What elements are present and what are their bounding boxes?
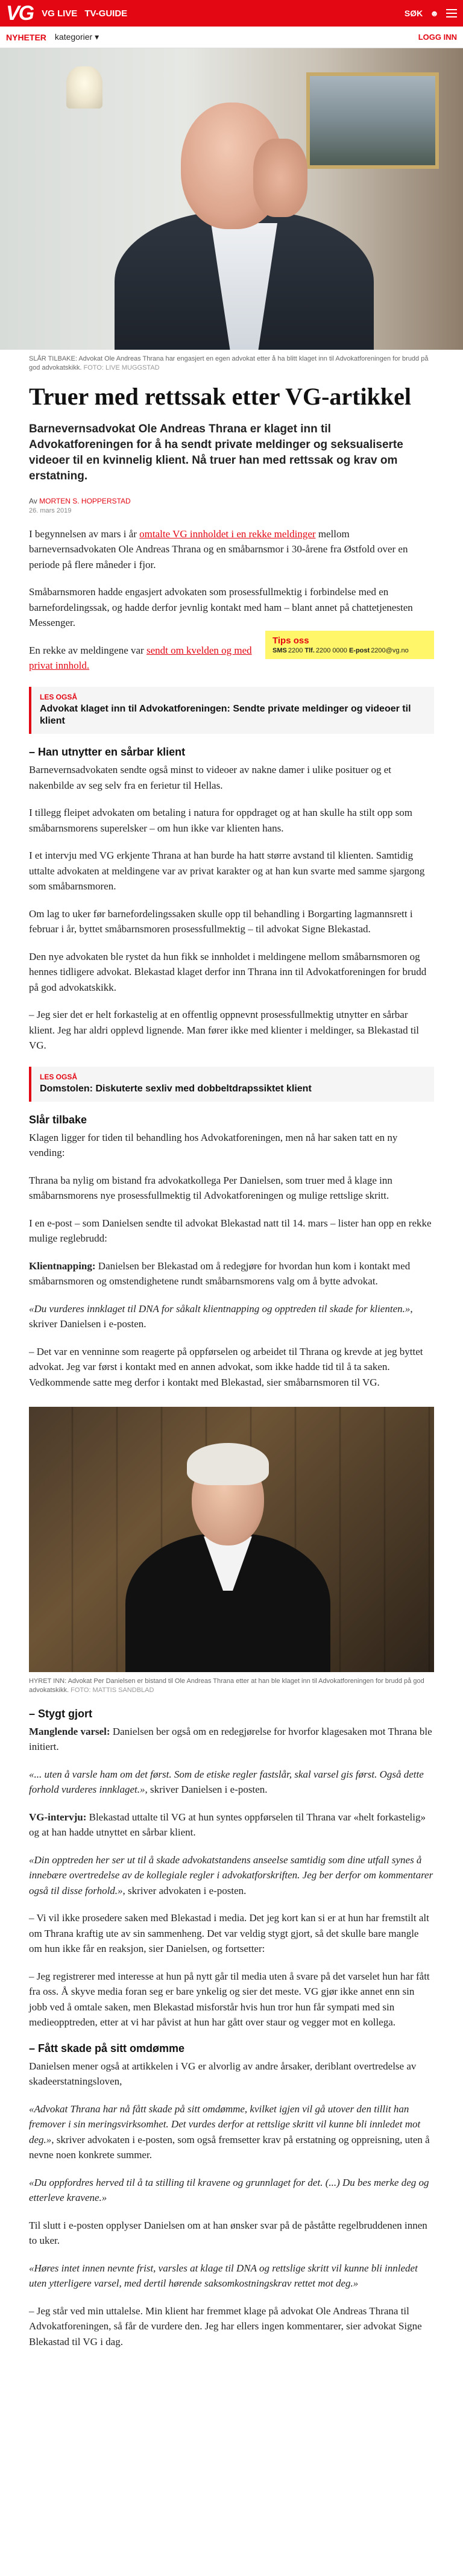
paragraph: Danielsen mener også at artikkelen i VG er alvorlig av andre årsaker, deriblant overtredelse av skadeerstatningsloven,: [29, 2060, 417, 2088]
text: Danielsen ber også om en redegjørelse for hvorfor klagesaken mot Thrana ble initiert.: [29, 1725, 432, 1753]
tips-box: [265, 631, 434, 659]
paragraph: – Jeg registrerer med interesse at hun på nytt går til media uten å svare på det varselet hun har fått fra oss. Å skyve media foran seg er bare ynkelig og sier det meste. VG gjør ikke annet enn sin jobb ved å omtale saken, men Blekastad misforstår hvis hun tror hun får sympati med sin medieopptreden, etter at vi har påvist at hun har gått over staur og vegger mot en kollega.: [29, 1970, 430, 2028]
lamp-shape: [66, 66, 102, 109]
quote: «Advokat Thrana har nå fått skade på sitt omdømme, kvilket igjen vil gå utover den tillit han fremover i sin meringsvirksomhet. Det vurdes derfor at rettslige skritt vil kunne bli innledet mot deg.»: [29, 2103, 421, 2145]
categories-label: kategorier: [54, 32, 93, 42]
sub-navigation: [0, 27, 463, 48]
inline-link[interactable]: omtalte VG innholdet i en rekke meldinger: [139, 528, 316, 540]
section-link-nyheter[interactable]: NYHETER: [6, 32, 46, 42]
tips-contacts: [272, 647, 427, 654]
text: Danielsen ber Blekastad om å redegjøre for hvordan hun kom i kontakt med småbarnsmoren og omstendighetene rundt småbarnsmorens valg om å bytte advokat.: [29, 1260, 411, 1287]
vg-logo[interactable]: VG: [6, 2, 34, 25]
paragraph: – Jeg står ved min uttalelse. Min klient har fremmet klage på advokat Ole Andreas Thrana til Advokatforeningen, så får de vurdere den. Jeg har ellers ingen kommentarer, sier advokat Signe Blekastad til VG i dag.: [29, 2305, 422, 2347]
tips-title: Tips oss: [272, 635, 309, 646]
author-link[interactable]: MORTEN S. HOPPERSTAD: [39, 496, 131, 505]
painting-shape: [306, 72, 439, 169]
hand-shape: [253, 139, 307, 217]
section-heading: – Han utnytter en sårbar klient: [29, 746, 186, 759]
quote-paragraph: «Du oppfordres herved til å ta stilling til kravene og grunnlaget for det. (...) Du bes merke deg og etterleve kravene.»: [29, 2176, 429, 2204]
text: En rekke av meldingene var: [29, 644, 146, 656]
article-lead: Barnevernsadvokat Ole Andreas Thrana er klaget inn til Advokatforeningen for å ha sendt private meldinger og seksualiserte videoer til en kvinnelig klient. Nå truer han med rettssak og krav om erstatning.: [29, 422, 403, 483]
article: [0, 383, 463, 2374]
paragraph: Den nye advokaten ble rystet da hun fikk se innholdet i meldingene mellom småbarnsmoren og hennes tidligere advokat. Blekastad klaget derfor inn Thrana inn til Advokatforeningen for brudd på god advokatskikk.: [29, 950, 427, 993]
section-heading: – Fått skade på sitt omdømme: [29, 2042, 185, 2054]
read-also-box[interactable]: [29, 687, 434, 734]
email-address[interactable]: 2200@vg.no: [371, 646, 409, 654]
paragraph: [29, 2101, 434, 2163]
read-also-kicker: LES OGSÅ: [40, 692, 78, 701]
paragraph: – Jeg sier det er helt forkastelig at en offentlig oppnevnt prosessfullmektig utnytter en sårbar klient. Jeg har aldri opplevd lignende. Man fører ikke med klienter i meldinger, sa Blekastad til VG.: [29, 1009, 420, 1052]
paragraph: Småbarnsmoren hadde engasjert advokaten som prosessfullmektig i forbindelse med en barnefordelingssak, og hadde derfor jevnlig kontakt med ham – blant annet på chattetjenesten Messenger.: [29, 586, 413, 629]
quote: «Du vurderes innklaget til DNA for såkalt klientnapping og opptreden til skade for klienten.»: [29, 1302, 411, 1315]
byline-prefix: Av: [29, 496, 37, 505]
text: , skriver advokaten i e-posten, som også fremsetter krav på erstatning og oppreisning, uten å nevne noen konkrete summer.: [29, 2133, 430, 2161]
phone-label: Tlf.: [304, 646, 315, 654]
text: , skriver Danielsen i e-posten.: [29, 1302, 413, 1330]
top-bar: [0, 0, 463, 27]
text: Blekastad uttalte til VG at hun syntes oppførselen til Thrana var «helt forkastelig» og at han hadde utnyttet en sårbar klient.: [29, 1811, 426, 1839]
paragraph: [29, 1258, 434, 1289]
paragraph: [29, 1852, 434, 1899]
paragraph: I et intervju med VG erkjente Thrana at han burde ha hatt større avstand til klienten. Samtidig uttalte advokaten at meldingene var av privat karakter og at han kun svarte med samme sjargong som småbarnsmoren.: [29, 850, 425, 892]
phone-number[interactable]: 2200 0000: [315, 646, 347, 654]
hero-photo-credit: FOTO: LIVE MUGGSTAD: [83, 364, 160, 372]
bold-lead-in: Manglende varsel:: [29, 1725, 110, 1737]
byline: [29, 497, 434, 514]
quote: «Din opptreden her ser ut til å skade advokatstandens anseelse samtidig som dine utfall synes å innebære overtredelse av de kollegiale regler i advokatforskriften. Jeg ber derfor om kommentarer også til disse forhold.»: [29, 1854, 433, 1896]
text: mellom barnevernsadvokaten Ole Andreas Thrana og en småbarnsmor i 30-årene fra Østfold over en periode på flere måneder i fjor.: [29, 528, 408, 570]
read-also-box[interactable]: [29, 1067, 434, 1102]
section-heading: – Stygt gjort: [29, 1707, 93, 1720]
login-button[interactable]: LOGG INN: [418, 33, 457, 42]
inline-link[interactable]: sendt om kvelden og med privat innhold.: [29, 644, 252, 672]
article-title: Truer med rettssak etter VG-artikkel: [29, 382, 411, 410]
paragraph: Til slutt i e-posten opplyser Danielsen om at han ønsker svar på de påståtte regelbruddenen innen to uker.: [29, 2219, 427, 2247]
photo-caption-text: HYRET INN: Advokat Per Danielsen er bistand til Ole Andreas Thrana etter at han ble klaget inn til Advokatforeningen for brudd på god advokatskikk.: [29, 1678, 424, 1694]
text: , skriver advokaten i e-posten.: [122, 1884, 247, 1896]
nav-link-vg-live[interactable]: VG LIVE: [42, 8, 78, 19]
hair-shape: [187, 1443, 269, 1485]
paragraph: Thrana ba nylig om bistand fra advokatkollega Per Danielsen, som truer med å klage inn småbarnsmorens nye prosessfullmektig til Advokatforeningen og mulige rettslige skritt.: [29, 1174, 392, 1202]
menu-icon[interactable]: [446, 9, 457, 17]
photo-caption: [29, 1677, 434, 1696]
bold-lead-in: Klientnapping:: [29, 1260, 96, 1272]
paragraph: [29, 1767, 434, 1798]
text: , skriver Danielsen i e-posten.: [145, 1784, 268, 1796]
paragraph: [29, 1301, 434, 1332]
hero-caption: [0, 350, 463, 373]
bottom-spacer: [29, 2349, 434, 2373]
email-label: E-post: [348, 646, 370, 654]
photo-credit: FOTO: MATTIS SANDBLAD: [71, 1687, 154, 1694]
paragraph: – Vi vil ikke prosedere saken med Blekastad i media. Det jeg kort kan si er at hun har fremstilt alt om Thrana kraftig ute av sin sammenheng. Det var veldig stygt gjort, så det skulle bare mangle om hun ikke får en reaksjon, sier Danielsen, og fortsetter:: [29, 1912, 429, 1955]
paragraph: I en e-post – som Danielsen sendte til advokat Blekastad natt til 14. mars – lister han opp en rekke mulige reglebrudd:: [29, 1217, 432, 1245]
read-also-title[interactable]: Advokat klaget inn til Advokatforeningen: Sendte private meldinger og videoer til klient: [40, 703, 411, 727]
categories-dropdown[interactable]: [55, 32, 99, 42]
hero-caption-text: SLÅR TILBAKE: Advokat Ole Andreas Thrana har engasjert en egen advokat etter å ha blitt klaget inn til Advokatforeningen for brudd på god advokatskikk.: [29, 355, 429, 372]
hero-image: [0, 48, 463, 350]
paragraph: Barnevernsadvokaten sendte også minst to videoer av nakne damer i ulike posituer og et nakenbilde av seg selv fra en ferietur til Hellas.: [29, 764, 391, 791]
quote: «... uten å varsle ham om det først. Som de etiske regler fastslår, skal varsel gis først. Også dette forhold vurderes innklaget.»: [29, 1768, 424, 1796]
bold-lead-in: VG-intervju:: [29, 1811, 87, 1823]
nav-link-tv-guide[interactable]: TV-GUIDE: [84, 8, 128, 19]
text: I begynnelsen av mars i år: [29, 528, 140, 540]
paragraph: Om lag to uker før barnefordelingssaken skulle opp til behandling i Borgarting lagmannsrett i februar i år, byttet småbarnsmoren prosessfullmektig – til advokat Signe Blekastad.: [29, 908, 413, 935]
chevron-down-icon: ▾: [95, 32, 99, 42]
search-button[interactable]: SØK: [404, 8, 423, 18]
paragraph: Klagen ligger for tiden til behandling hos Advokatforeningen, men nå har saken tatt en ny vending:: [29, 1131, 398, 1159]
read-also-kicker: LES OGSÅ: [40, 1072, 78, 1081]
paragraph: – Det var en venninne som reagerte på oppførselen og arbeidet til Thrana og krevde at jeg byttet advokat. Jeg var først i kontakt med en annen advokat, som ikke hadde tid til å ta saken. Vedkommende satte meg derfor i kontakt med Blekastad, sier småbarnsmoren til VG.: [29, 1345, 423, 1388]
sms-label: SMS: [272, 646, 287, 654]
sms-number[interactable]: 2200: [288, 646, 303, 654]
article-photo: [29, 1407, 434, 1672]
paragraph: [29, 526, 434, 573]
section-heading: Slår tilbake: [29, 1113, 87, 1126]
publish-date: 26. mars 2019: [29, 507, 72, 514]
user-icon[interactable]: ☻: [430, 8, 439, 18]
paragraph: I tillegg fleipet advokaten om betaling i natura for oppdraget og at han skulle ha stilt opp som småbarnsmorens superelsker – om hun ikke var klienten hans.: [29, 807, 412, 834]
read-also-title[interactable]: Domstolen: Diskuterte sexliv med dobbeltdrapssiktet klient: [40, 1083, 312, 1094]
paragraph: [29, 1724, 434, 1755]
quote-paragraph: «Høres intet innen nevnte frist, varsles at klage til DNA og rettslige skritt vil kunne bli innledet uten ytterligere varsel, med dertil hørende saksomkostningskrav rettet mot deg.»: [29, 2262, 418, 2290]
paragraph: [29, 1810, 434, 1840]
